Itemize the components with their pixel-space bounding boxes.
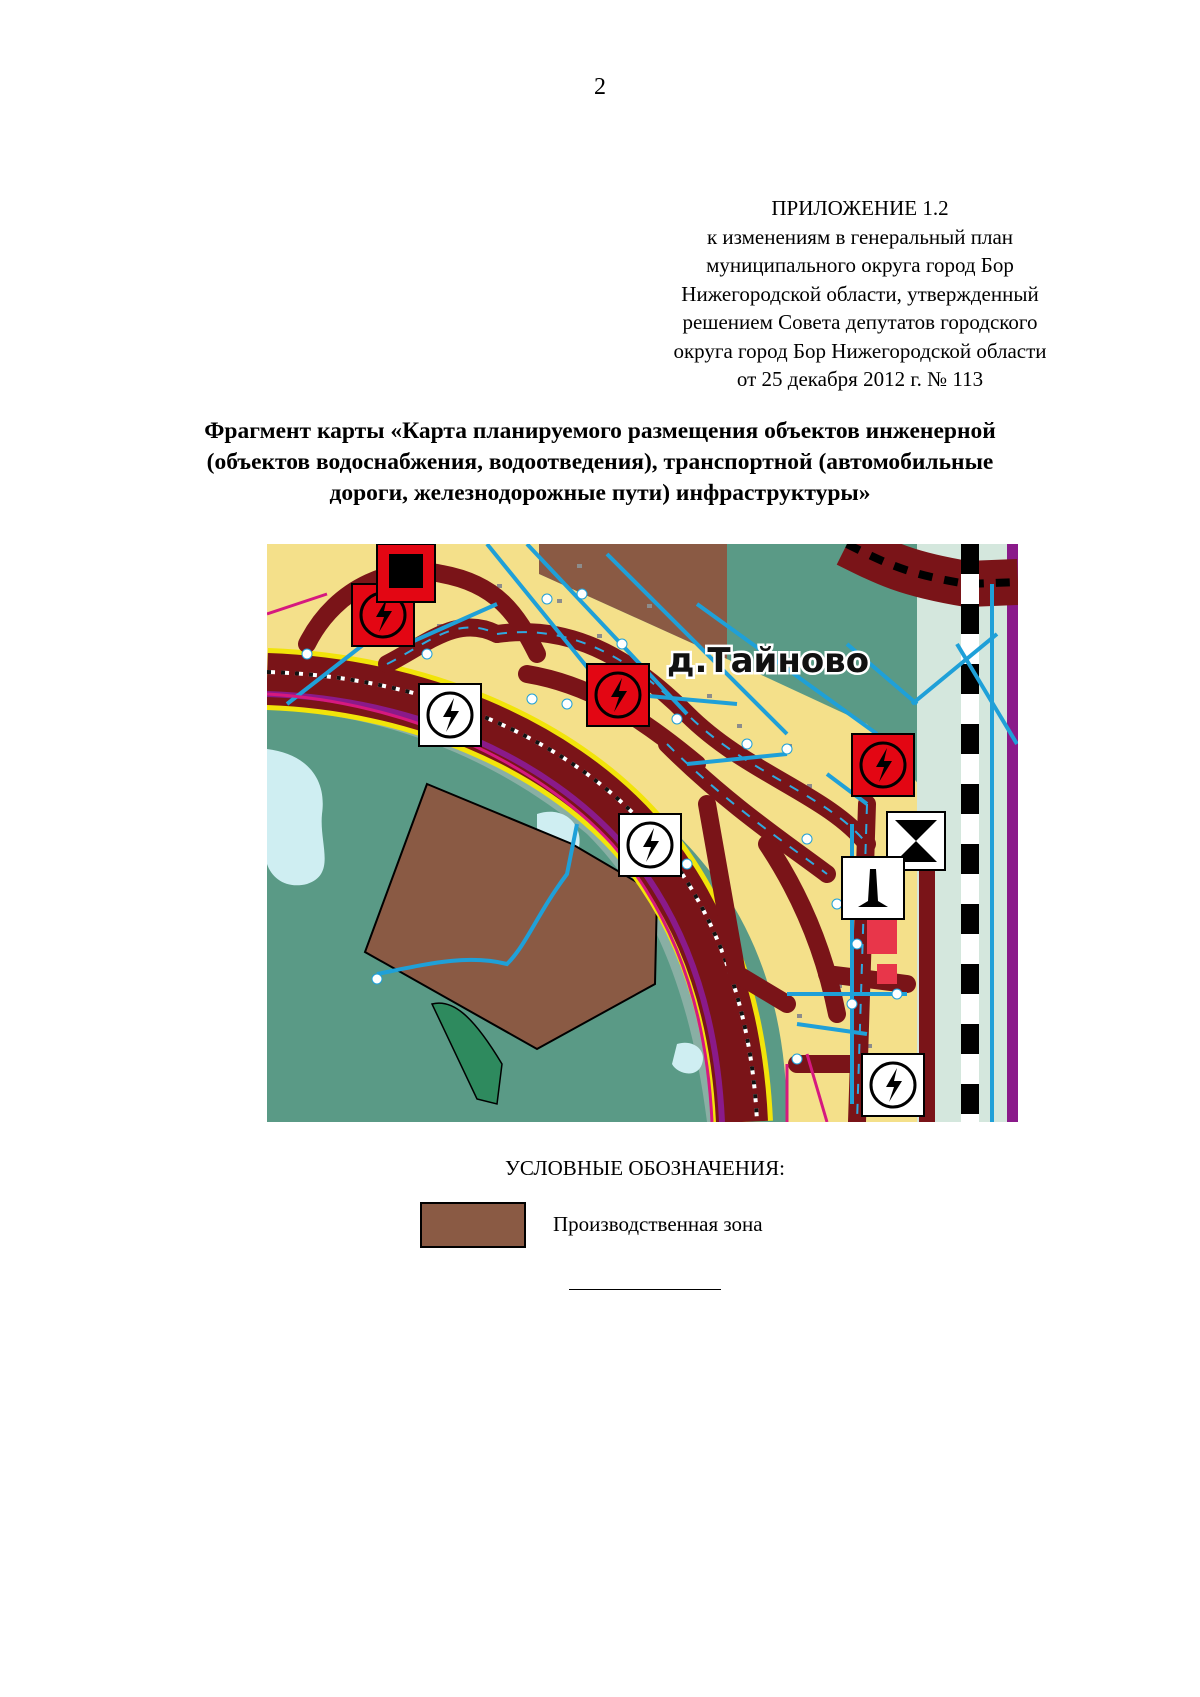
appendix-block: [620, 194, 1100, 394]
page-number: 2: [594, 74, 606, 100]
end-divider: [569, 1289, 721, 1290]
lightning-red-icon: [852, 734, 914, 796]
appendix-line: к изменениям в генеральный план: [706, 224, 1014, 249]
substation-black-icon: [377, 544, 435, 602]
lightning-white-icon: [862, 1054, 924, 1116]
map-canvas: [267, 544, 1018, 1122]
appendix-line: муниципального округа город Бор: [706, 253, 1014, 277]
tower-icon: [842, 857, 904, 919]
lightning-red-icon: [587, 664, 649, 726]
place-label: д.Тайново: [667, 641, 870, 681]
appendix-line: ПРИЛОЖЕНИЕ 1.2: [771, 196, 949, 220]
lightning-white-icon: [619, 814, 681, 876]
title-line: Фрагмент карты «Карта планируемого размещения объектов инженерной: [204, 418, 996, 444]
appendix-line: округа город Бор Нижегородской области: [673, 338, 1047, 363]
appendix-line: от 25 декабря 2012 г. № 113: [736, 367, 984, 391]
boundary-strip: [1007, 544, 1018, 1122]
legend-swatch-industrial: [420, 1202, 526, 1248]
lightning-white-icon: [419, 684, 481, 746]
legend-title: УСЛОВНЫЕ ОБОЗНАЧЕНИЯ:: [505, 1156, 785, 1180]
legend-label-industrial: Производственная зона: [553, 1212, 763, 1236]
document-title: [150, 416, 1050, 509]
title-line: дороги, железнодорожные пути) инфраструктуры»: [329, 480, 871, 506]
appendix-line: решением Совета депутатов городского: [682, 310, 1038, 334]
appendix-line: Нижегородской области, утвержденный: [681, 281, 1039, 306]
title-line: (объектов водоснабжения, водоотведения), транспортной (автомобильные: [206, 449, 994, 475]
map-fragment: [267, 544, 1018, 1122]
